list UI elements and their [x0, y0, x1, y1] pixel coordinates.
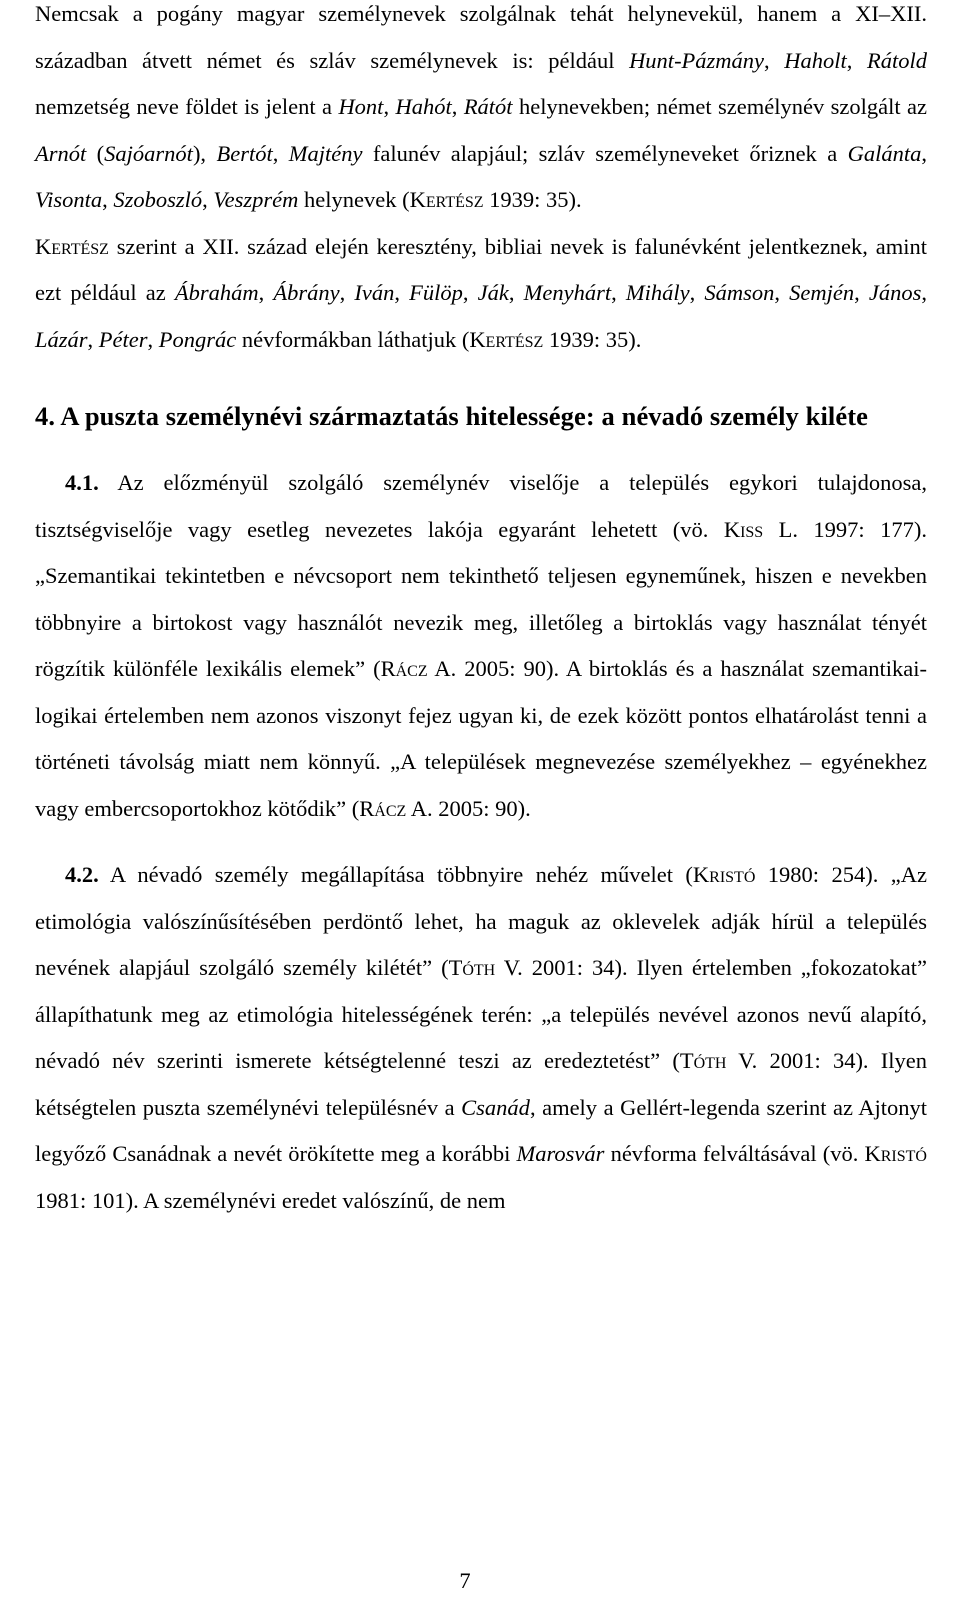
page-number: 7: [459, 1568, 471, 1593]
page-body: [35, 0, 927, 1224]
section-4-1-paragraph: 4.1. Az előzményül szolgáló személynév viselője a település egykori tulajdonosa, tisztségviselője vagy esetleg nevezetes lakója egyaránt lehetett (vö. Kiss L. 1997: 177). „Szemantikai tekintetben e névcsoport nem tekinthető teljesen egyneműnek, hiszen e nevekben többnyire a birtokost vagy használót nevezik meg, illetőleg a birtoklás vagy használat tényét rögzítik különféle lexikális elemek” (Rácz A. 2005: 90). A birtoklás és a használat szemantikai-logikai értelemben nem azonos viszonyt fejez ugyan ki, de ezek között pontos elhatárolást tenni a történeti távolság miatt nem könnyű. „A települések megnevezése személyekhez – egyénekhez vagy embercsoportokhoz kötődik” (Rácz A. 2005: 90).: [35, 470, 927, 821]
section-4-2-paragraph: 4.2. A névadó személy megállapítása többnyire nehéz művelet (Kristó 1980: 254). „Az etimológia valószínűsítésében perdöntő lehet, ha maguk az oklevelek adják hírül a település nevének alapjául szolgáló személy kilétét” (Tóth V. 2001: 34). Ilyen értelemben „fokozatokat” állapíthatunk meg az etimológia hitelességének terén: „a település nevével azonos nevű alapító, névadó név szerinti ismerete kétségtelenné teszi az eredeztetést” (Tóth V. 2001: 34). Ilyen kétségtelen puszta személynévi településnév a Csanád, amely a Gellért-legenda szerint az Ajtonyt legyőző Csanádnak a nevét örökítette meg a korábbi Marosvár névforma felváltásával (vö. Kristó 1981: 101). A személynévi eredet valószínű, de nem: [35, 862, 927, 1213]
paragraph-personal-names: Nemcsak a pogány magyar személynevek szolgálnak tehát helynevekül, hanem a XI–XII. században átvett német és szláv személynevek is: például Hunt-Pázmány, Haholt, Rátold nemzetség neve földet is jelent a Hont, Hahót, Rátót helynevekben; német személynév szolgált az Arnót (Sajóarnót), Bertót, Majtény falunév alapjául; szláv személyneveket őriznek a Galánta, Visonta, Szoboszló, Veszprém helynevek (Kertész 1939: 35).: [35, 1, 928, 212]
paragraph-biblical-names: Kertész szerint a XII. század elején keresztény, bibliai nevek is falunévként jelentkeznek, amint ezt például az Ábrahám, Ábrány, Iván, Fülöp, Ják, Menyhárt, Mihály, Sámson, Semjén, János, Lázár, Péter, Pongrác névformákban láthatjuk (Kertész 1939: 35).: [35, 233, 928, 352]
section-number: 4.1.: [65, 470, 99, 495]
section-heading: 4. A puszta személynévi származtatás hitelessége: a névadó személy kiléte: [35, 401, 869, 431]
section-number: 4.2.: [65, 862, 99, 887]
